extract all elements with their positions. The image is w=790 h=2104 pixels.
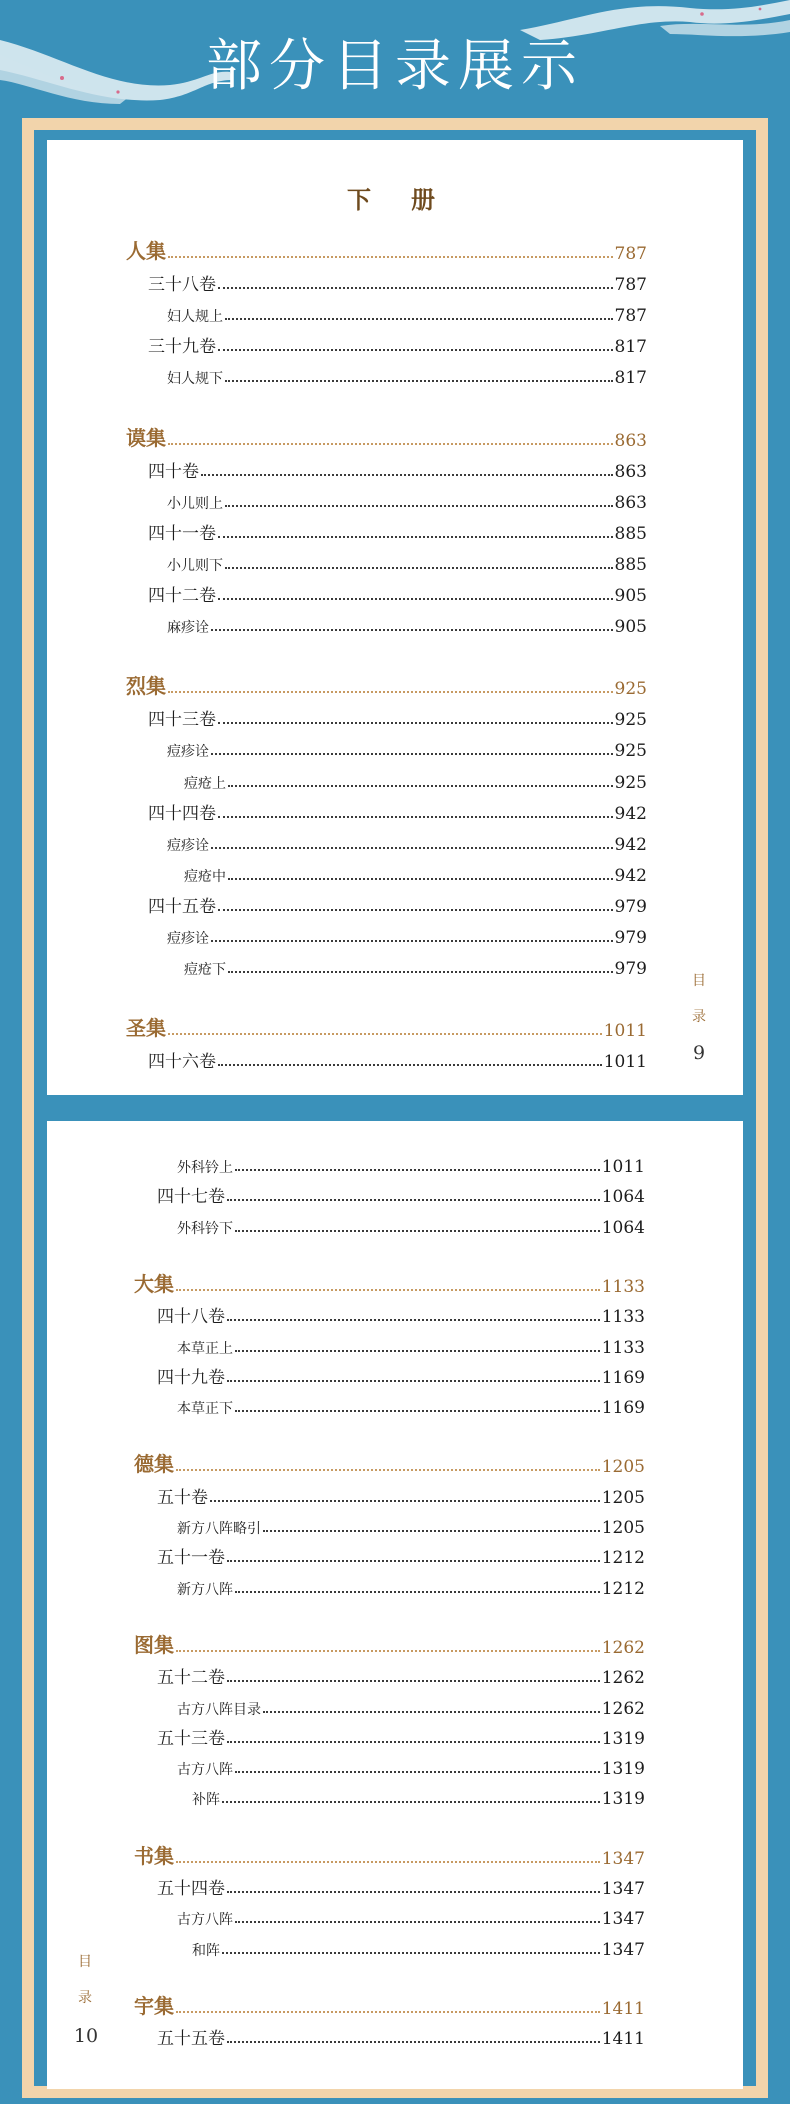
toc-section-entry [134,1993,645,2019]
toc-entry-title: 五十一卷 [157,1548,225,1569]
toc-entry-title: 四十八卷 [157,1307,225,1328]
toc-entry-page: 1133 [601,1307,645,1328]
toc-entry-page: 1011 [603,1052,647,1073]
toc-entry [157,1542,645,1568]
toc-entry-page: 942 [614,803,647,824]
dot-leader [201,474,613,476]
volume-heading: 下 册 [347,185,443,214]
toc-entry [177,1512,645,1538]
toc-entry-title: 四十卷 [148,461,199,482]
toc-section-entry [134,1271,645,1297]
dot-leader [227,1680,600,1682]
dot-leader [225,380,613,382]
toc-entry [157,1362,645,1388]
dot-leader [235,1921,600,1923]
dot-leader [235,1591,600,1593]
toc-entry-title: 新方八阵 [177,1581,233,1598]
toc-entry-page: 942 [614,865,647,886]
toc-entry-page: 817 [614,337,647,358]
toc-entry [157,1181,645,1207]
toc-entry-page: 1347 [601,1848,645,1869]
toc-entry-page: 1347 [601,1939,645,1960]
toc-entry-title: 图集 [134,1632,174,1657]
dot-leader [211,847,613,849]
dot-leader [227,1380,600,1382]
toc-entry-title: 书集 [134,1843,174,1868]
side-label-lu: 录 [78,1990,92,2006]
toc-entry [167,922,647,948]
toc-entry [177,1573,645,1599]
toc-entry-title: 大集 [134,1271,174,1296]
toc-entry-title: 三十八卷 [148,275,216,296]
toc-entry [167,735,647,761]
toc-entry-page: 1411 [601,2029,645,2050]
toc-entry-title: 德集 [134,1452,174,1477]
dot-leader [168,691,613,693]
toc-entry-page: 1133 [601,1337,645,1358]
toc-entry [192,1783,645,1809]
toc-entry-page: 787 [614,275,647,296]
toc-entry [157,1873,645,1899]
dot-leader [222,1801,600,1803]
dot-leader [227,1199,600,1201]
toc-section-entry [126,238,647,264]
toc-section-entry [126,425,647,451]
toc-entry-page: 1064 [601,1187,645,1208]
dot-leader [218,287,613,289]
toc-entry-page: 1319 [601,1759,645,1780]
toc-entry-page: 1064 [601,1217,645,1238]
dot-leader [210,1500,600,1502]
toc-entry [157,1301,645,1327]
toc-entry-title: 痘疹诠 [167,744,209,761]
dot-leader [263,1530,600,1532]
toc-entry-title: 三十九卷 [148,337,216,358]
dot-leader [218,536,613,538]
dot-leader [168,1033,602,1035]
dot-leader [211,753,613,755]
toc-entry-title: 古方八阵 [177,1762,233,1779]
toc-entry-page: 1262 [601,1668,645,1689]
toc-entry-title: 痘疹诠 [167,837,209,854]
toc-entry-page: 1262 [601,1698,645,1719]
toc-entry-title: 人集 [126,239,166,263]
dot-leader [235,1410,600,1412]
toc-entry-title: 外科钤上 [177,1160,233,1176]
toc-entry [177,1151,645,1177]
dot-leader [235,1230,600,1232]
toc-entry-page: 1319 [601,1728,645,1749]
toc-entry-title: 四十六卷 [148,1052,216,1073]
toc-entry-title: 古方八阵目录 [177,1701,261,1718]
toc-entry [148,331,647,357]
toc-entry [184,860,647,886]
dot-leader [168,256,613,258]
toc-entry [177,1332,645,1358]
toc-entry-title: 四十九卷 [157,1367,225,1388]
toc-entry [157,1482,645,1508]
dot-leader [235,1169,600,1171]
toc-entry-page: 1319 [601,1789,645,1810]
dot-leader [211,629,613,631]
toc-entry-title: 五十四卷 [157,1879,225,1899]
dot-leader [218,816,613,818]
dot-leader [225,505,613,507]
toc-entry-page: 863 [614,430,647,451]
dot-leader [227,1560,600,1562]
toc-entry-title: 妇人规下 [167,371,223,388]
toc-entry-title: 痘疮下 [184,962,226,979]
toc-entry-title: 四十七卷 [157,1187,225,1208]
dot-leader [218,598,613,600]
toc-entry-title: 四十四卷 [148,803,216,824]
toc-entry-page: 1169 [601,1398,645,1419]
page-number: 9 [692,1042,706,1064]
toc-entry [148,456,647,482]
dot-leader [235,1350,600,1352]
dot-leader [227,1741,600,1743]
toc-entry-page: 1347 [601,1879,645,1899]
toc-entry-title: 妇人规上 [167,309,223,326]
toc-entry-title: 麻疹诠 [167,620,209,637]
dot-leader [176,1650,600,1652]
toc-entry [177,1212,645,1238]
dot-leader [218,349,613,351]
toc-entry-title: 四十三卷 [148,710,216,731]
toc-entry [148,518,647,544]
toc-entry-title: 四十五卷 [148,896,216,917]
toc-entry-title: 烈集 [126,674,166,699]
side-label-mu: 目 [692,973,706,989]
toc-entry-title: 小儿则下 [167,557,223,574]
dot-leader [176,2011,600,2013]
dot-leader [176,1861,600,1863]
toc-entry [167,487,647,513]
toc-entry-page: 863 [614,461,647,482]
toc-entry-page: 925 [614,679,647,700]
toc-entry-title: 圣集 [126,1016,166,1041]
side-label-lu: 录 [692,1009,706,1025]
toc-entry-page: 1212 [601,1578,645,1599]
toc-entry-page: 1205 [601,1487,645,1508]
toc-entry-title: 宇集 [134,1993,174,2018]
dot-leader [225,318,613,320]
toc-entry-title: 本草正下 [177,1401,233,1418]
dot-leader [228,878,613,880]
dot-leader [168,443,613,445]
dot-leader [222,1952,600,1954]
toc-entry [148,1046,647,1072]
dot-leader [227,1319,600,1321]
toc-entry-page: 817 [614,368,647,389]
toc-entry-title: 五十二卷 [157,1668,225,1689]
toc-entry-page: 1205 [601,1457,645,1478]
toc-entry-title: 痘疮中 [184,868,226,885]
toc-entry-page: 787 [614,244,647,264]
toc-entry [148,704,647,730]
dot-leader [227,1891,600,1893]
toc-page-1 [47,140,743,1095]
toc-entry-page: 885 [614,554,647,575]
toc-entry-title: 四十二卷 [148,586,216,606]
toc-entry-page: 1205 [601,1518,645,1538]
toc-entry-page: 1011 [601,1157,645,1177]
dot-leader [263,1711,600,1713]
toc-entry-title: 痘疹诠 [167,931,209,947]
toc-entry [177,1903,645,1929]
toc-entry-page: 925 [614,710,647,731]
toc-entry [148,580,647,606]
toc-entry [167,611,647,637]
toc-entry [167,829,647,855]
toc-entry [184,767,647,793]
toc-entry-page: 1411 [601,1998,645,2019]
toc-entry [148,798,647,824]
toc-entry-title: 痘疮上 [184,775,226,792]
toc-entry-title: 外科钤下 [177,1220,233,1237]
toc-entry [192,1934,645,1960]
toc-entry-page: 1169 [601,1367,645,1388]
toc-entry [157,1723,645,1749]
toc-entry-page: 1011 [603,1021,647,1042]
toc-entry-title: 古方八阵 [177,1912,233,1929]
toc-section-entry [134,1843,645,1869]
toc-entry [148,891,647,917]
toc-entry-page: 942 [614,834,647,855]
toc-entry-page: 787 [614,306,647,327]
toc-entry-page: 1347 [601,1909,645,1930]
toc-entry [167,549,647,575]
dot-leader [228,971,613,973]
toc-entry [148,269,647,295]
toc-page-2 [47,1121,743,2089]
toc-entry-title: 五十五卷 [157,2029,225,2050]
toc-entry [177,1693,645,1719]
toc-entry-title: 小儿则上 [167,495,223,512]
toc-entry [177,1392,645,1418]
toc-entry [167,362,647,388]
top-banner [0,0,790,118]
dot-leader [228,785,613,787]
toc-entry-page: 925 [614,772,647,793]
dot-leader [218,722,613,724]
toc-entry-page: 925 [614,741,647,762]
toc-entry-page: 885 [614,523,647,544]
toc-entry [157,2023,645,2049]
toc-entry-title: 补阵 [192,1792,220,1809]
dot-leader [225,567,613,569]
toc-section-entry [134,1632,645,1658]
banner-title: 部分目录展示 [206,34,584,99]
dot-leader [235,1771,600,1773]
toc-entry-page: 1262 [601,1637,645,1658]
toc-entry-page: 1133 [601,1276,645,1297]
toc-entry-page: 979 [614,928,647,948]
dot-leader [176,1289,600,1291]
toc-entry-title: 谟集 [126,425,166,450]
toc-entry-page: 863 [614,492,647,513]
dot-leader [218,909,613,911]
toc-entry-page: 979 [614,959,647,980]
toc-entry-page: 1212 [601,1548,645,1569]
toc-entry-title: 五十三卷 [157,1728,225,1749]
toc-entry [177,1753,645,1779]
dot-leader [227,2041,600,2043]
toc-entry-title: 五十卷 [157,1487,208,1508]
toc-entry [157,1662,645,1688]
dot-leader [211,940,613,942]
toc-entry-title: 新方八阵略引 [177,1521,261,1537]
toc-entry [167,300,647,326]
toc-section-entry [126,1015,647,1041]
toc-section-entry [126,673,647,699]
toc-section-entry [134,1451,645,1477]
page-number: 10 [73,2025,99,2047]
toc-entry-page: 979 [614,896,647,917]
toc-entry-title: 本草正上 [177,1340,233,1357]
toc-entry-title: 和阵 [192,1942,220,1959]
toc-entry-page: 905 [614,586,647,606]
side-label-mu: 目 [78,1954,92,1970]
toc-entry-title: 四十一卷 [148,523,216,544]
toc-entry [184,953,647,979]
dot-leader [176,1469,600,1471]
toc-entry-page: 905 [614,617,647,638]
dot-leader [218,1064,602,1066]
